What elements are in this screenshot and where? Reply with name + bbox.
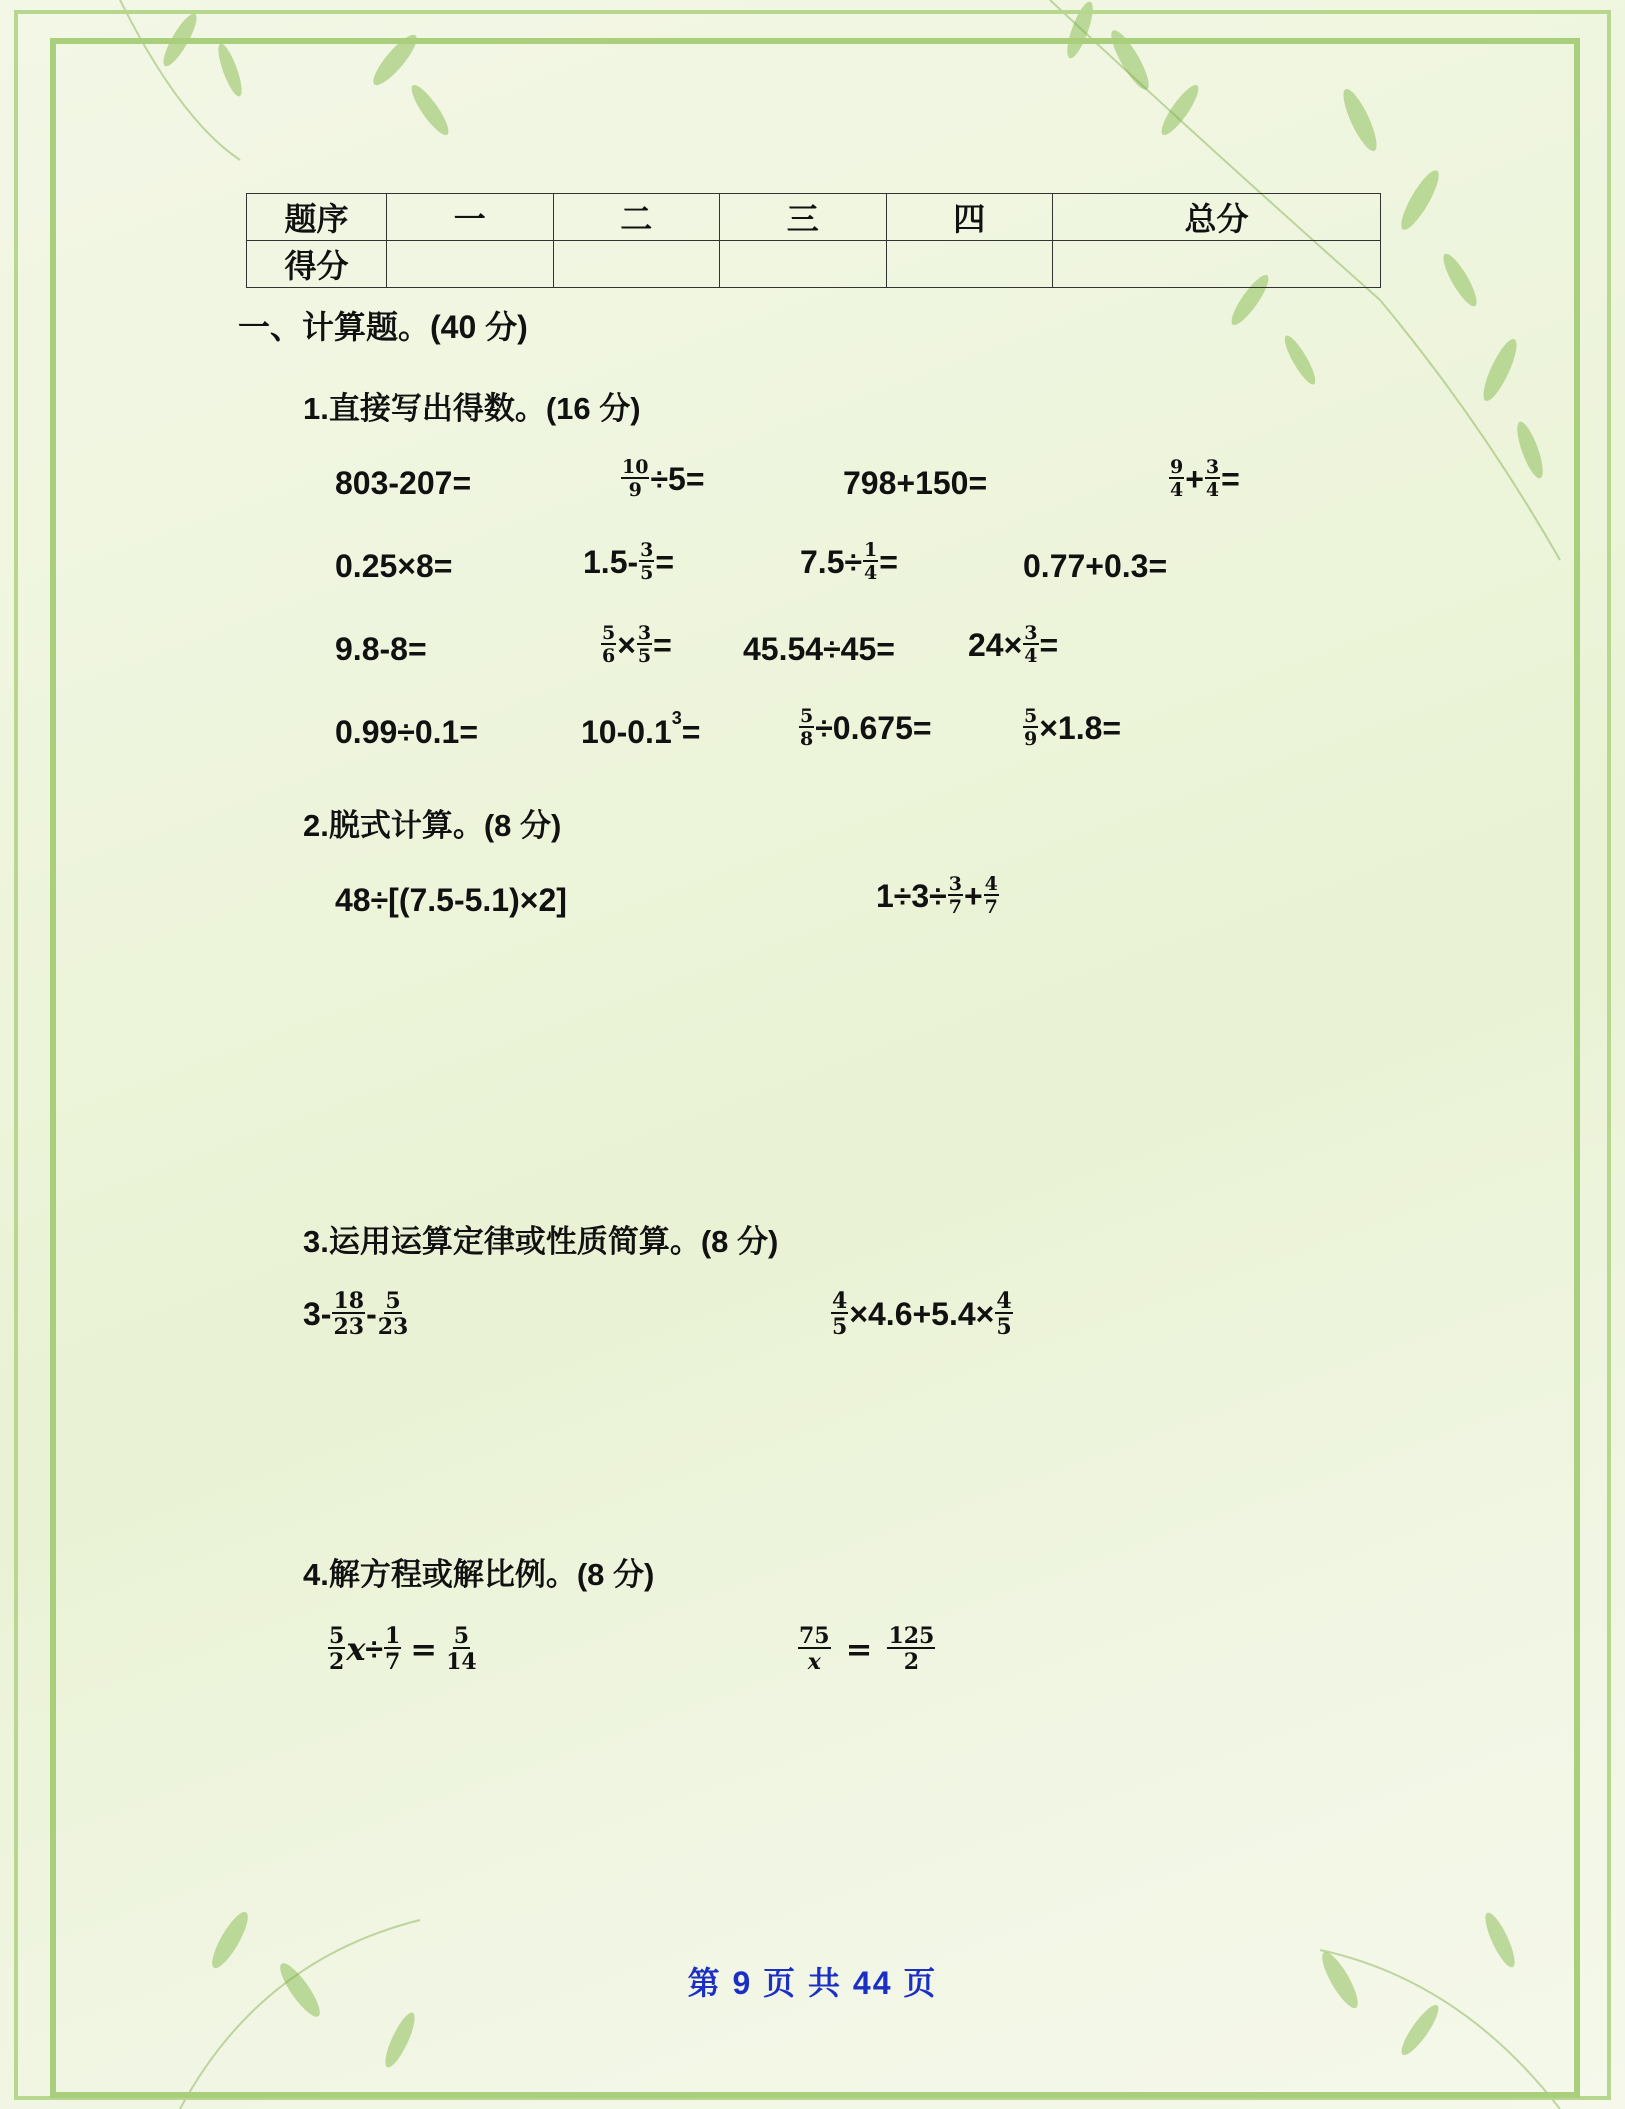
denominator: 5 [832, 1314, 848, 1340]
fraction [1023, 707, 1038, 749]
score-table-score-row [247, 241, 1381, 288]
denominator: 5 [996, 1314, 1012, 1340]
fraction [799, 707, 814, 749]
numerator: 4 [996, 1288, 1012, 1314]
equation-item [327, 1625, 478, 1673]
question-1-title: 1.直接写出得数。(16 分) [303, 391, 641, 426]
numerator: 75 [799, 1623, 830, 1649]
denominator: 4 [864, 562, 878, 584]
fraction [621, 458, 649, 500]
fraction [328, 1625, 345, 1673]
score-cell: 一 [387, 194, 554, 241]
calc-item [583, 541, 674, 583]
score-cell: 得分 [247, 241, 387, 288]
calc-text: 45.54÷45= [743, 631, 895, 667]
equation-item [797, 1625, 936, 1673]
score-cell: 总分 [1053, 194, 1381, 241]
numerator: 3 [1205, 456, 1220, 478]
fraction [332, 1290, 365, 1338]
numerator: 1 [384, 1623, 401, 1649]
operator: + [963, 877, 983, 914]
calc-text: = [653, 626, 672, 663]
calc-item [1168, 458, 1240, 500]
calc-text: 9.8-8= [335, 631, 427, 667]
score-cell: 题序 [247, 194, 387, 241]
score-input-cell[interactable] [553, 241, 720, 288]
denominator: 23 [333, 1314, 365, 1340]
fraction [863, 541, 878, 583]
fraction [637, 624, 652, 666]
score-input-cell[interactable] [387, 241, 554, 288]
operator: × [617, 626, 636, 663]
calc-item [1023, 548, 1167, 585]
denominator: 6 [602, 645, 616, 667]
denominator: 5 [637, 645, 652, 667]
fraction [1023, 624, 1038, 666]
denominator: 14 [446, 1649, 477, 1675]
calc-item [335, 882, 567, 919]
equals-sign: = [410, 1630, 438, 1668]
score-input-cell[interactable] [1053, 241, 1381, 288]
numerator: 3 [1024, 622, 1038, 644]
calc-text: 0.99÷0.1= [335, 714, 479, 750]
operator: - [366, 1295, 377, 1332]
fraction [446, 1625, 477, 1673]
numerator: 5 [800, 705, 814, 727]
numerator: 125 [888, 1623, 935, 1649]
calc-text: = [1221, 460, 1240, 497]
fraction [601, 624, 616, 666]
denominator: 23 [377, 1314, 409, 1340]
denominator: 4 [1170, 479, 1184, 501]
numerator: 3 [640, 539, 654, 561]
calc-item [335, 548, 452, 585]
score-table [246, 193, 1381, 288]
calc-text: 1÷3÷ [876, 877, 947, 914]
calc-item [830, 1290, 1014, 1338]
calc-item [876, 875, 1000, 917]
calc-text: 0.25×8= [335, 548, 453, 584]
calc-text: 10-0.1 [581, 714, 672, 750]
question-2-title: 2.脱式计算。(8 分) [303, 808, 562, 843]
denominator: 2 [903, 1649, 920, 1675]
question-3-title: 3.运用运算定律或性质简算。(8 分) [303, 1224, 779, 1259]
score-cell: 二 [553, 194, 720, 241]
numerator: 10 [622, 456, 649, 478]
score-input-cell[interactable] [886, 241, 1053, 288]
denominator: 9 [1024, 728, 1038, 750]
denominator: 5 [640, 562, 654, 584]
calc-item [335, 714, 478, 751]
numerator: 18 [333, 1288, 365, 1314]
numerator: 3 [948, 873, 962, 895]
calc-item [620, 458, 705, 500]
fraction [378, 1290, 409, 1338]
numerator: 5 [453, 1623, 470, 1649]
question-4-title: 4.解方程或解比例。(8 分) [303, 1557, 655, 1592]
calc-item [968, 624, 1058, 666]
denominator: x [807, 1649, 821, 1675]
calc-text: 1.5- [583, 543, 639, 580]
calc-text: 7.5÷ [800, 543, 863, 580]
denominator: 4 [1205, 479, 1220, 501]
page-footer: 第 9 页 共 44 页 [687, 1965, 938, 2001]
numerator: 4 [984, 873, 998, 895]
numerator: 5 [329, 1623, 345, 1649]
fraction [1205, 458, 1220, 500]
calc-text: 3- [303, 1295, 332, 1332]
calc-text: 48÷[(7.5-5.1)×2] [335, 882, 567, 918]
operator: + [1185, 460, 1204, 497]
variable-x: x [346, 1630, 366, 1668]
numerator: 3 [637, 622, 652, 644]
fraction [798, 1625, 831, 1673]
equals-sign: = [845, 1630, 873, 1668]
fraction [1169, 458, 1184, 500]
calc-item [798, 707, 932, 749]
calc-item [581, 708, 701, 751]
calc-text: ×4.6+5.4× [849, 1295, 995, 1332]
fraction [639, 541, 654, 583]
fraction [887, 1625, 935, 1673]
calc-text: ×1.8= [1039, 709, 1122, 746]
calc-text: 0.77+0.3= [1023, 548, 1168, 584]
denominator: 7 [948, 896, 962, 918]
calc-text: = [655, 543, 675, 580]
fraction [995, 1290, 1012, 1338]
calc-text: ÷5= [650, 460, 705, 497]
numerator: 5 [602, 622, 616, 644]
score-cell: 三 [720, 194, 887, 241]
numerator: 5 [385, 1288, 401, 1314]
calc-item [303, 1290, 409, 1338]
denominator: 9 [628, 479, 642, 501]
denominator: 7 [984, 896, 998, 918]
calc-item [335, 631, 427, 668]
section-title: 一、计算题。(40 分) [238, 309, 528, 345]
calc-text: 24× [968, 626, 1023, 663]
denominator: 2 [329, 1649, 345, 1675]
calc-item [800, 541, 898, 583]
numerator: 9 [1170, 456, 1184, 478]
fraction [948, 875, 963, 917]
denominator: 7 [384, 1649, 401, 1675]
score-input-cell[interactable] [720, 241, 887, 288]
operator: ÷ [365, 1630, 383, 1667]
calc-item [1022, 707, 1121, 749]
fraction [384, 1625, 401, 1673]
exponent: 3 [671, 708, 682, 728]
denominator: 8 [800, 728, 814, 750]
calc-text: ÷0.675= [815, 709, 932, 746]
numerator: 4 [832, 1288, 848, 1314]
numerator: 1 [864, 539, 878, 561]
calc-item [843, 465, 987, 502]
score-cell: 四 [886, 194, 1053, 241]
calc-text: 803-207= [335, 465, 472, 501]
calc-item [600, 624, 672, 666]
calc-text: 798+150= [843, 465, 988, 501]
numerator: 5 [1024, 705, 1038, 727]
calc-text: = [1039, 626, 1059, 663]
calc-item [335, 465, 471, 502]
calc-item [743, 631, 895, 668]
denominator: 4 [1024, 645, 1038, 667]
fraction [831, 1290, 848, 1338]
fraction [984, 875, 999, 917]
calc-text: = [879, 543, 898, 580]
calc-text: = [681, 714, 701, 750]
score-table-header-row [247, 194, 1381, 241]
